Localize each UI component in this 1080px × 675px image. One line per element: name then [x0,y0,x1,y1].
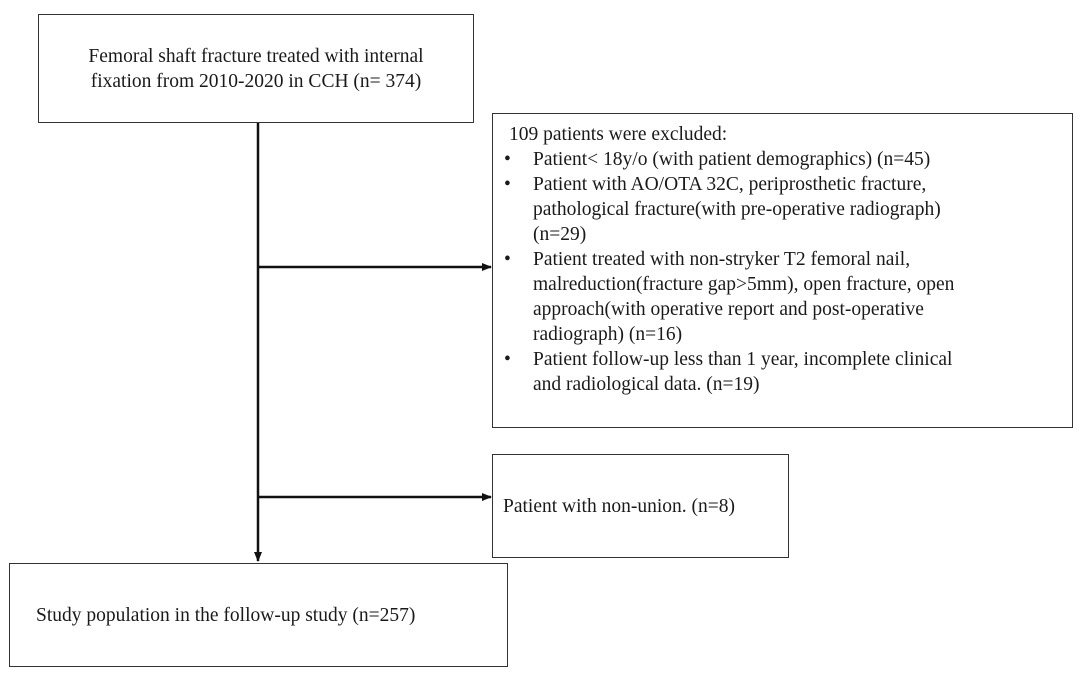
initial-population-box [38,14,474,123]
exclusion-item-line: malreduction(fracture gap>5mm), open fracture, open [533,274,955,295]
exclusion-item-line: • Patient with AO/OTA 32C, periprosthetic fracture, [533,174,927,195]
exclusion-item-age [509,147,1062,172]
study-population-text: Study population in the follow-up study (n=257) [36,604,416,626]
exclusion-item-treatment [509,247,1062,347]
exclusion-item-fracture-type [509,172,1062,247]
exclusion-item-line: approach(with operative report and post-operative [533,299,924,320]
exclusion-list [509,147,1062,397]
initial-population-line-1: Femoral shaft fracture treated with internal [88,45,424,67]
exclusion-item-line: pathological fracture(with pre-operative radiograph) [533,199,941,220]
initial-population-line-2: fixation from 2010-2020 in CCH (n= 374) [90,70,422,92]
study-population-box [9,563,508,667]
nonunion-exclusion-box [492,454,789,558]
exclusion-item-line: and radiological data. (n=19) [533,374,760,395]
exclusion-item-line: • Patient treated with non-stryker T2 femoral nail, [533,249,911,270]
exclusion-item-line: • Patient< 18y/o (with patient demographics) (n=45) [533,149,931,170]
nonunion-text: Patient with non-union. (n=8) [503,495,735,517]
exclusion-criteria-box [492,113,1073,428]
exclusion-item-line: radiograph) (n=16) [533,324,683,345]
exclusion-item-follow-up [509,347,1062,397]
exclusion-item-line: • Patient follow-up less than 1 year, incomplete clinical [533,349,953,370]
exclusion-item-line: (n=29) [533,224,587,245]
exclusion-title: 109 patients were excluded: [509,124,728,145]
